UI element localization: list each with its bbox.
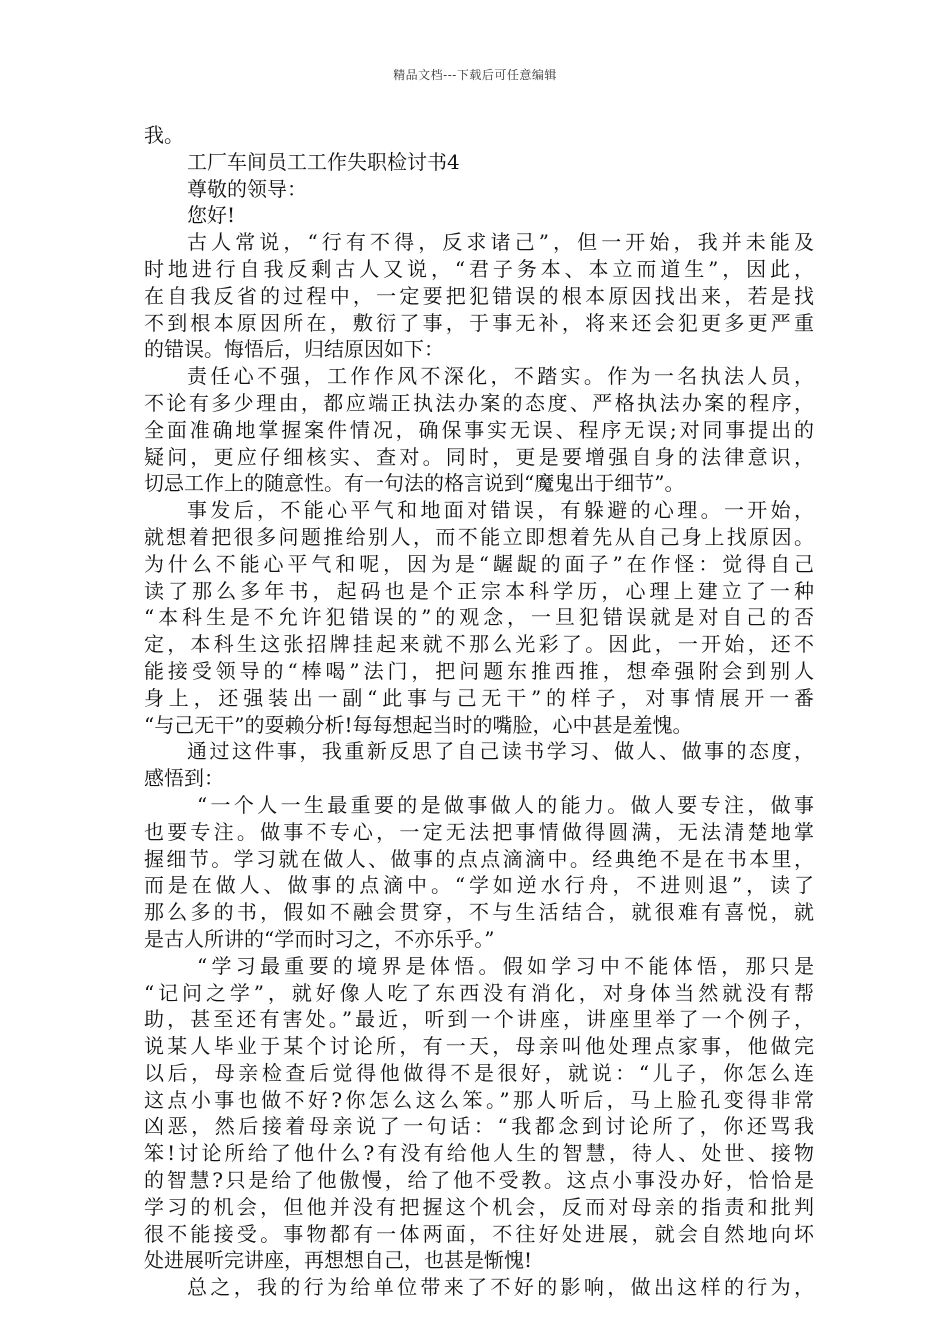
text-line: 在自我反省的过程中，一定要把犯错误的根本原因找出来，若是找 — [144, 283, 814, 308]
text-line: “一个人一生最重要的是做事做人的能力。做人要专注，做事 — [197, 792, 814, 817]
text-line: 凶恶，然后接着母亲说了一句话：“我都念到讨论所了，你还骂我 — [144, 1114, 814, 1139]
text-line: 很不能接受。事物都有一体两面，不往好处进展，就会自然地向坏 — [144, 1221, 814, 1246]
text-line: 通过这件事，我重新反思了自己读书学习、做人、做事的态度， — [187, 739, 814, 764]
text-line: 您好! — [187, 203, 236, 228]
text-line: 而是在做人、做事的点滴中。“学如逆水行舟，不进则退”，读了 — [144, 873, 814, 898]
text-line: 切忌工作上的随意性。有一句法的格言说到“魔鬼出于细节”。 — [144, 471, 685, 496]
text-line: 尊敬的领导： — [187, 176, 307, 201]
text-line: 是古人所讲的“学而时习之，不亦乐乎。” — [144, 926, 495, 951]
text-line: 不到根本原因所在，敷衍了事，于事无补，将来还会犯更多更严重 — [144, 310, 814, 335]
text-line: 这点小事也做不好?你怎么这么笨。”那人听后，马上脸孔变得非常 — [144, 1087, 814, 1112]
text-line: 学习的机会，但他并没有把握这个机会，反而对母亲的指责和批判 — [144, 1194, 814, 1219]
text-line: 时地进行自我反剩古人又说，“君子务本、本立而道生”，因此， — [144, 256, 814, 281]
text-line: 的智慧?只是给了他傲慢，给了他不受教。这点小事没办好，恰恰是 — [144, 1168, 814, 1193]
text-line: 感悟到： — [144, 766, 224, 791]
text-line: “与己无干”的耍赖分析!每每想起当时的嘴脸，心中甚是羞愧。 — [144, 712, 693, 737]
text-line: “记问之学”，就好像人吃了东西没有消化，对身体当然就没有帮 — [144, 980, 814, 1005]
text-line: 处进展听完讲座，再想想自己，也甚是惭愧! — [144, 1248, 533, 1273]
text-line: 不论有多少理由，都应端正执法办案的态度、严格执法办案的程序， — [144, 390, 814, 415]
text-line: 以后，母亲检查后觉得他做得不是很好，就说：“儿子，你怎么连 — [144, 1060, 814, 1085]
text-line: 总之，我的行为给单位带来了不好的影响，做出这样的行为， — [187, 1275, 814, 1300]
text-line: 那么多的书，假如不融会贯穿，不与生活结合，就很难有喜悦，就 — [144, 900, 814, 925]
document-body — [144, 122, 814, 1301]
text-line: 笨!讨论所给了他什么?有没有给他人生的智慧，待人、处世、接物 — [144, 1141, 814, 1166]
page-header: 精品文档---下载后可任意编辑 — [393, 68, 557, 82]
text-line: 古人常说，“行有不得，反求诸己”，但一开始，我并未能及 — [187, 230, 814, 255]
text-line: 就想着把很多问题推给别人，而不能立即想着先从自己身上找原因。 — [144, 524, 814, 549]
text-line: 工厂车间员工工作失职检讨书4 — [187, 149, 460, 174]
text-line: 疑问，更应仔细核实、查对。同时，更是要增强自身的法律意识， — [144, 444, 814, 469]
text-line: 也要专注。做事不专心，一定无法把事情做得圆满，无法清楚地掌 — [144, 819, 814, 844]
text-line: 读了那么多年书，起码也是个正宗本科学历，心理上建立了一种 — [144, 578, 814, 603]
text-line: “学习最重要的境界是体悟。假如学习中不能体悟，那只是 — [197, 953, 814, 978]
text-line: 说某人毕业于某个讨论所，有一天，母亲叫他处理点家事，他做完 — [144, 1034, 814, 1059]
text-line: 的错误。悔悟后，归结原因如下： — [144, 337, 444, 362]
text-line: 我。 — [144, 123, 184, 147]
text-line: 助，甚至还有害处。”最近，听到一个讲座，讲座里举了一个例子， — [144, 1007, 814, 1032]
text-line: 握细节。学习就在做人、做事的点点滴滴中。经典绝不是在书本里， — [144, 846, 814, 871]
text-line: “本科生是不允许犯错误的”的观念，一旦犯错误就是对自己的否 — [144, 605, 814, 630]
text-line: 定，本科生这张招牌挂起来就不那么光彩了。因此，一开始，还不 — [144, 632, 814, 657]
text-line: 为什么不能心平气和呢，因为是“龌龊的面子”在作怪：觉得自己 — [144, 551, 814, 576]
text-line: 事发后，不能心平气和地面对错误，有躲避的心理。一开始， — [187, 498, 814, 523]
text-line: 全面准确地掌握案件情况，确保事实无误、程序无误;对同事提出的 — [144, 417, 814, 442]
text-line: 能接受领导的“棒喝”法门，把问题东推西推，想牵强附会到别人 — [144, 658, 814, 683]
text-line: 身上，还强装出一副“此事与己无干”的样子，对事情展开一番 — [144, 685, 814, 710]
text-line: 责任心不强，工作作风不深化，不踏实。作为一名执法人员， — [187, 364, 814, 389]
